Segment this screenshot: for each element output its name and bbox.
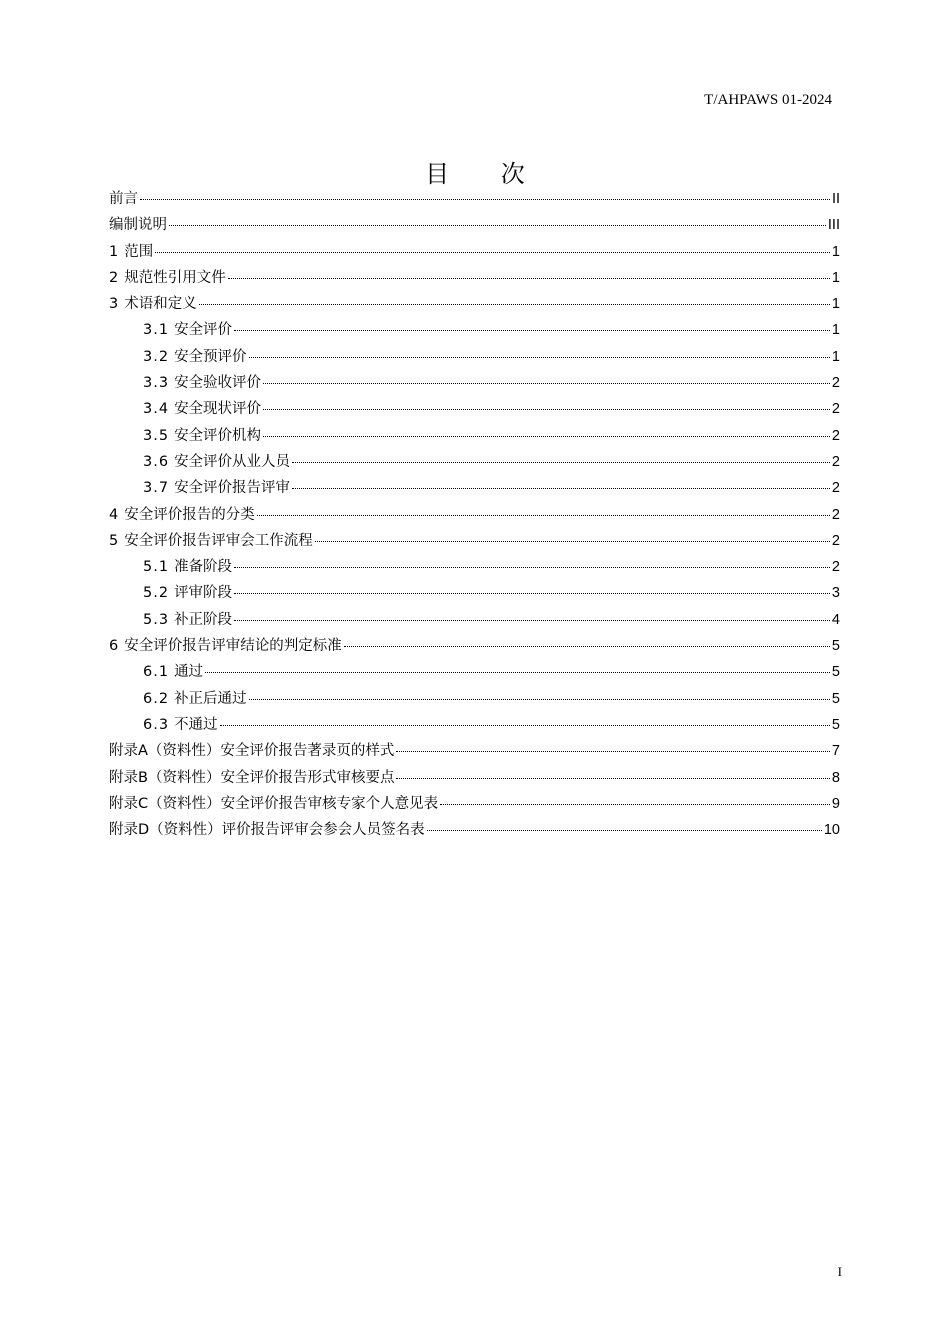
- toc-entry-label: [109, 291, 197, 317]
- toc-entry-label: [143, 659, 203, 685]
- page-number: I: [837, 1264, 842, 1279]
- toc-leader-dots: [234, 566, 830, 568]
- toc-entry-text: 编制说明: [109, 217, 167, 234]
- toc-entry-text: 规范性引用文件: [124, 269, 226, 286]
- toc-entry[interactable]: [109, 475, 840, 501]
- toc-leader-dots: [315, 540, 830, 542]
- toc-leader-dots: [396, 750, 830, 752]
- toc-entry[interactable]: [109, 423, 840, 449]
- toc-entry-label: [109, 817, 425, 843]
- toc-entry-text: 安全评价: [174, 322, 233, 339]
- toc-entry-text: 附录D（资料性）评价报告评审会参会人员签名表: [109, 822, 425, 839]
- toc-entry-number: 6: [109, 638, 120, 655]
- toc-entry-label: [109, 265, 226, 291]
- toc-entry[interactable]: [109, 370, 840, 396]
- toc-entry-label: [143, 449, 290, 475]
- toc-entry-label: [143, 396, 261, 422]
- toc-leader-dots: [263, 435, 830, 437]
- toc-entry-number: 3.7: [143, 480, 170, 497]
- toc-entry-number: 3.6: [143, 453, 170, 470]
- toc-entry-number: 3.3: [143, 375, 170, 392]
- toc-entry-text: 附录A（资料性）安全评价报告著录页的样式: [109, 743, 395, 760]
- toc-leader-dots: [396, 777, 829, 779]
- toc-entry[interactable]: [109, 449, 840, 475]
- toc-entry-page: 5: [831, 638, 840, 655]
- toc-entry-label: [109, 765, 394, 791]
- toc-entry[interactable]: [109, 186, 840, 212]
- toc-entry-number: 6.2: [143, 690, 170, 707]
- toc-entry-text: 范围: [124, 243, 154, 260]
- toc-entry-page: 2: [831, 453, 840, 470]
- toc-entry-text: 安全评价从业人员: [174, 453, 291, 470]
- toc-entry-number: 3.2: [143, 348, 170, 365]
- toc-entry-text: 补正阶段: [174, 611, 233, 628]
- toc-entry-label: [143, 712, 218, 738]
- toc-entry-number: 5.1: [143, 559, 170, 576]
- toc-leader-dots: [234, 592, 830, 594]
- toc-entry-text: 通过: [174, 664, 204, 681]
- toc-leader-dots: [234, 619, 830, 621]
- toc-entry-page: 8: [831, 769, 840, 786]
- toc-entry-page: 3: [831, 585, 840, 602]
- toc-leader-dots: [199, 303, 830, 305]
- toc-entry[interactable]: [109, 212, 840, 238]
- toc-entry-number: 3.1: [143, 322, 170, 339]
- toc-leader-dots: [257, 514, 830, 516]
- toc-entry-text: 安全评价报告评审结论的判定标准: [124, 638, 342, 655]
- toc-entry-number: 3: [109, 296, 120, 313]
- toc-entry-number: 2: [109, 269, 120, 286]
- toc-entry-number: 4: [109, 506, 120, 523]
- toc-entry-number: 5: [109, 532, 120, 549]
- toc-entry-text: 安全评价报告评审会工作流程: [124, 532, 313, 549]
- toc-entry-text: 安全预评价: [174, 348, 247, 365]
- toc-entry-number: 3.4: [143, 401, 170, 418]
- toc-entry-page: 2: [831, 401, 840, 418]
- toc-entry-page: 1: [831, 322, 840, 339]
- toc-entry-text: 补正后通过: [174, 690, 247, 707]
- standard-code: T/AHPAWS 01-2024: [704, 92, 832, 108]
- toc-entry-page: 4: [831, 611, 840, 628]
- toc-entry-text: 安全评价机构: [174, 427, 262, 444]
- toc-entry[interactable]: [109, 659, 840, 685]
- toc-entry[interactable]: [109, 817, 840, 843]
- toc-entry[interactable]: [109, 580, 840, 606]
- toc-entry-label: [143, 423, 261, 449]
- toc-entry-label: [109, 212, 167, 238]
- toc-entry-page: 2: [831, 506, 840, 523]
- toc-entry[interactable]: [109, 396, 840, 422]
- toc-leader-dots: [427, 829, 822, 831]
- toc-entry-page: 5: [831, 664, 840, 681]
- toc-entry-label: [109, 738, 394, 764]
- toc-entry-label: [109, 791, 438, 817]
- toc-entry[interactable]: [109, 633, 840, 659]
- toc-entry-label: [109, 186, 138, 212]
- toc-entry[interactable]: [109, 791, 840, 817]
- toc-entry-text: 安全评价报告的分类: [124, 506, 255, 523]
- toc-entry-number: 3.5: [143, 427, 170, 444]
- toc-leader-dots: [440, 803, 830, 805]
- toc-entry-page: 2: [831, 427, 840, 444]
- toc-entry[interactable]: [109, 607, 840, 633]
- toc-leader-dots: [228, 277, 830, 279]
- toc-leader-dots: [155, 251, 830, 253]
- toc-entry-page: 10: [823, 822, 840, 839]
- toc-entry-label: [143, 607, 232, 633]
- toc-entry-label: [143, 317, 232, 343]
- toc-title: 目 次: [425, 160, 547, 188]
- toc-entry[interactable]: [109, 554, 840, 580]
- toc-entry-page: 1: [831, 269, 840, 286]
- toc-entry[interactable]: [109, 686, 840, 712]
- toc-entry-label: [143, 475, 290, 501]
- toc-leader-dots: [249, 356, 830, 358]
- toc-entry[interactable]: [109, 765, 840, 791]
- toc-entry-page: 1: [831, 296, 840, 313]
- toc-leader-dots: [292, 461, 830, 463]
- toc-entry-number: 1: [109, 243, 120, 260]
- toc-leader-dots: [140, 198, 830, 200]
- toc-entry-page: 7: [831, 743, 840, 760]
- toc-entry-label: [143, 686, 247, 712]
- toc-entry-page: 9: [831, 795, 840, 812]
- toc-entry-text: 安全现状评价: [174, 401, 262, 418]
- table-of-contents: [109, 186, 840, 843]
- toc-entry-page: 5: [831, 690, 840, 707]
- toc-entry-page: 5: [831, 716, 840, 733]
- toc-entry-text: 安全验收评价: [174, 375, 262, 392]
- toc-leader-dots: [292, 487, 830, 489]
- toc-entry-label: [109, 528, 313, 554]
- toc-leader-dots: [220, 724, 830, 726]
- toc-entry-number: 5.2: [143, 585, 170, 602]
- toc-leader-dots: [249, 698, 830, 700]
- toc-entry-page: III: [827, 217, 840, 234]
- toc-entry-text: 前言: [109, 191, 138, 207]
- toc-entry-label: [143, 580, 232, 606]
- toc-entry-number: 5.3: [143, 611, 170, 628]
- toc-entry[interactable]: [109, 528, 840, 554]
- toc-leader-dots: [169, 224, 826, 226]
- toc-entry-text: 术语和定义: [124, 296, 197, 313]
- toc-entry-page: II: [831, 191, 840, 207]
- toc-entry-text: 附录B（资料性）安全评价报告形式审核要点: [109, 769, 395, 786]
- toc-entry-text: 评审阶段: [174, 585, 233, 602]
- toc-entry-page: 1: [831, 348, 840, 365]
- toc-entry-label: [143, 344, 247, 370]
- toc-entry-text: 准备阶段: [174, 559, 233, 576]
- toc-entry-label: [109, 633, 342, 659]
- toc-entry[interactable]: [109, 291, 840, 317]
- toc-entry-page: 2: [831, 375, 840, 392]
- toc-entry[interactable]: [109, 317, 840, 343]
- toc-entry-label: [143, 370, 261, 396]
- toc-leader-dots: [263, 408, 830, 410]
- toc-entry-text: 安全评价报告评审: [174, 480, 291, 497]
- toc-entry-text: 不通过: [174, 716, 218, 733]
- toc-entry-page: 2: [831, 532, 840, 549]
- toc-entry-number: 6.3: [143, 716, 170, 733]
- toc-entry[interactable]: [109, 712, 840, 738]
- toc-entry-page: 2: [831, 559, 840, 576]
- toc-entry-number: 6.1: [143, 664, 170, 681]
- toc-entry-page: 1: [831, 243, 840, 260]
- toc-entry-label: [143, 554, 232, 580]
- toc-entry[interactable]: [109, 502, 840, 528]
- toc-entry-text: 附录C（资料性）安全评价报告审核专家个人意见表: [109, 795, 439, 812]
- toc-entry[interactable]: [109, 738, 840, 764]
- toc-entry[interactable]: [109, 344, 840, 370]
- toc-entry-label: [109, 502, 255, 528]
- toc-leader-dots: [263, 382, 830, 384]
- toc-leader-dots: [234, 329, 830, 331]
- toc-entry-page: 2: [831, 480, 840, 497]
- toc-leader-dots: [344, 645, 830, 647]
- toc-entry[interactable]: [109, 265, 840, 291]
- toc-leader-dots: [205, 671, 830, 673]
- toc-entry[interactable]: [109, 239, 840, 265]
- toc-entry-label: [109, 239, 153, 265]
